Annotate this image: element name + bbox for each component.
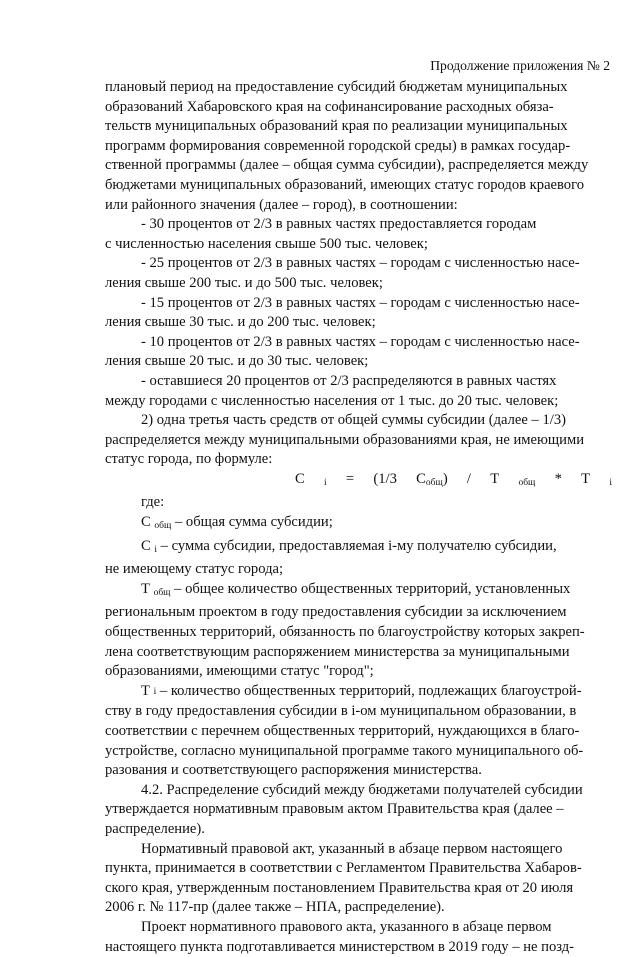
definition-c-obsh: С $_{общ}$ – общая сумма субсидии;: [141, 514, 333, 532]
definition-c-i: С $_i$ – сумма субсидии, предоставляемая i-му получателю субсидии, не имеющему статус города;: [105, 537, 557, 578]
list-item-20-percent: - оставшиеся 20 процентов от 2/3 распределяются в равных частях между городами с численностью населения от 1 тыс. до 20 тыс. человек;: [105, 372, 559, 409]
where-label: где:: [141, 494, 165, 511]
paragraph-distribution-intro: плановый период на предоставление субсидий бюджетам муниципальных образований Хабаровского края на софинансирование расходных обяза- тельств муниципальных образований края по реализации муниципальных программ формирования современной городской среды) в рамках государ- ственной программы (далее – общая сумма субсидии), распределяется между бюджетами муниципальных образований, имеющих статус городов краевого или районного значения (далее – город), в соотношении:: [105, 79, 589, 213]
list-item-25-percent: - 25 процентов от 2/3 в равных частях – городам с численностью насе- ления свыше 200 тыс. и до 500 тыс. человек;: [105, 255, 580, 291]
page-header: Продолжение приложения № 2: [430, 58, 610, 73]
definition-t-obsh: Т $_{общ}$ – общее количество общественных территорий, установленных региональным проектом в году предоставления субсидии за исключением общественных территорий, обязанность по благоустройству которых закреп- лена соответствующим распоряжением министерства за муниципальными образованиями, имеющими статус "город";: [105, 580, 585, 680]
paragraph-4-2: 4.2. Распределение субсидий между бюджетами получателей субсидии утверждается нормативным правовым актом Правительства края (далее – распределение).: [105, 781, 583, 837]
list-item-15-percent: - 15 процентов от 2/3 в равных частях – городам с численностью насе- ления свыше 30 тыс. и до 200 тыс. человек;: [105, 294, 580, 331]
document-body: [105, 78, 612, 957]
paragraph-draft-act: Проект нормативного правового акта, указанного в абзаце первом настоящего пункта подготавливается министерством в 2019 году – не позд-: [105, 918, 575, 955]
list-item-10-percent: - 10 процентов от 2/3 в равных частях – городам с численностью насе- ления свыше 20 тыс. и до 30 тыс. человек;: [105, 333, 580, 370]
paragraph-regulatory-act: Нормативный правовой акт, указанный в абзаце первом настоящего пункта, принимается в соответствии с Регламентом Правительства Хабаров- ского края, утвержденным постановлением Правительства края от 20 июля 2006 г. № 117-пр (далее также – НПА, распределение).: [105, 840, 582, 916]
list-item-30-percent: - 30 процентов от 2/3 в равных частях предоставляется городам с численностью населения свыше 500 тыс. человек;: [105, 216, 537, 252]
subsidy-formula: С $_i$ = (1/3 $С_{общ}$) / Т $_{общ}$ * Т $_i$: [295, 470, 612, 488]
paragraph-one-third: 2) одна третья часть средств от общей суммы субсидии (далее – 1/3) распределяется между муниципальными образованиями края, не имеющими статус города, по формуле:: [105, 412, 585, 468]
definition-t-i: Т i – количество общественных территорий, подлежащих благоустрой- ству в году предоставления субсидии в i-ом муниципальном образовании, в соответствии с перечнем общественных территорий, нуждающихся в благо- устройстве, согласно муниципальной программе такого муниципального об- разования и соответствующего распоряжения министерства.: [105, 682, 584, 779]
